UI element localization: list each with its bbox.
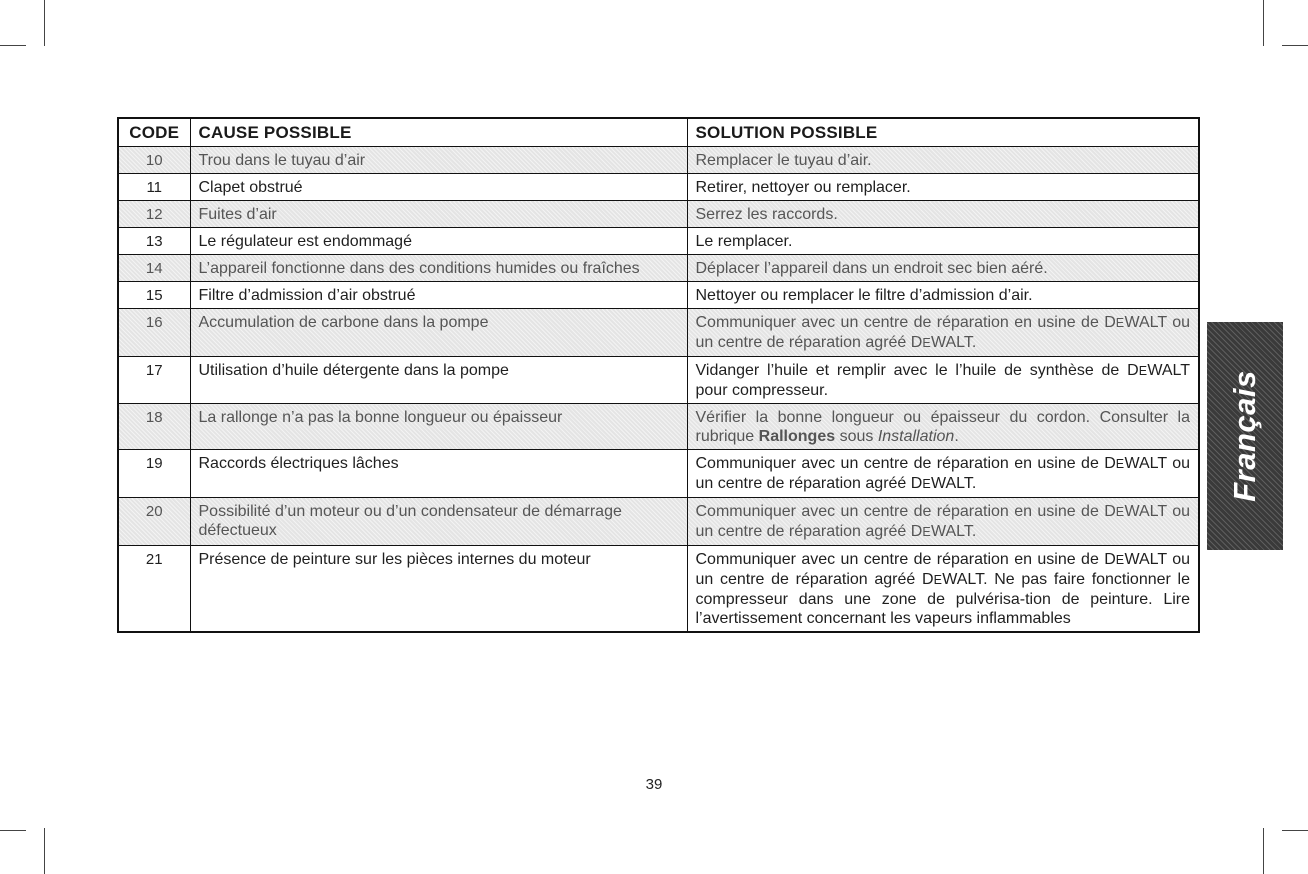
solution-text: Communiquer avec un centre de réparation en usine de D xyxy=(695,455,1116,472)
possible-cause: Accumulation de carbone dans la pompe xyxy=(190,309,687,357)
brand-small-caps: E xyxy=(933,573,943,587)
solution-text: WALT ou un centre de réparation agréé D xyxy=(695,503,1190,540)
brand-small-caps: E xyxy=(922,336,931,350)
solution-column-header: SOLUTION POSSIBLE xyxy=(687,118,1199,147)
solution-text: sous xyxy=(835,428,878,445)
error-code: 11 xyxy=(118,174,190,201)
solution-text: WALT ou un centre de réparation agréé D xyxy=(695,551,1190,588)
solution-text: Vidanger l’huile et remplir avec le l’huile de synthèse de D xyxy=(695,362,1139,379)
possible-cause: Présence de peinture sur les pièces internes du moteur xyxy=(190,546,687,633)
troubleshooting-table xyxy=(117,117,1200,633)
error-code: 16 xyxy=(118,309,190,357)
solution-italic-term: Installation xyxy=(877,428,955,445)
solution-text: . xyxy=(954,428,959,445)
possible-solution xyxy=(687,546,1199,633)
solution-text: WALT. xyxy=(930,334,977,351)
error-code: 21 xyxy=(118,546,190,633)
possible-cause: Fuites d’air xyxy=(190,201,687,228)
language-tab xyxy=(1207,322,1283,550)
solution-text: WALT ou un centre de réparation agréé D xyxy=(695,314,1190,351)
possible-cause: Possibilité d’un moteur ou d’un condensateur de démarrage défectueux xyxy=(190,498,687,546)
possible-solution: Nettoyer ou remplacer le filtre d’admission d’air. xyxy=(687,282,1199,309)
possible-solution: Remplacer le tuyau d’air. xyxy=(687,147,1199,174)
possible-solution xyxy=(687,404,1199,450)
error-code: 18 xyxy=(118,404,190,450)
possible-solution: Retirer, nettoyer ou remplacer. xyxy=(687,174,1199,201)
solution-text: WALT. xyxy=(930,523,977,540)
error-code: 15 xyxy=(118,282,190,309)
solution-text: WALT. Ne pas faire fonctionner le compresseur dans une zone de pulvérisa-tion de peinture. Lire l’avertissement concernant les vapeurs inflammables xyxy=(695,571,1191,627)
cause-column-header: CAUSE POSSIBLE xyxy=(190,118,687,147)
crop-mark xyxy=(1263,828,1264,874)
error-code: 10 xyxy=(118,147,190,174)
possible-cause: Utilisation d’huile détergente dans la pompe xyxy=(190,357,687,404)
error-code: 12 xyxy=(118,201,190,228)
possible-cause: Raccords électriques lâches xyxy=(190,450,687,498)
brand-small-caps: E xyxy=(1115,316,1125,330)
solution-text: Communiquer avec un centre de réparation en usine de D xyxy=(695,314,1116,331)
crop-mark xyxy=(1282,830,1308,831)
page-number: 39 xyxy=(645,776,663,793)
table-row xyxy=(118,201,1199,228)
possible-solution: Déplacer l’appareil dans un endroit sec bien aéré. xyxy=(687,255,1199,282)
possible-solution xyxy=(687,450,1199,498)
solution-text: WALT. xyxy=(930,475,977,492)
crop-mark xyxy=(0,45,26,46)
possible-solution: Serrez les raccords. xyxy=(687,201,1199,228)
crop-mark xyxy=(44,828,45,874)
code-column-header: CODE xyxy=(118,118,190,147)
crop-mark xyxy=(1263,0,1264,46)
table-row xyxy=(118,228,1199,255)
possible-cause: La rallonge n’a pas la bonne longueur ou épaisseur xyxy=(190,404,687,450)
brand-small-caps: E xyxy=(1115,553,1125,567)
table-row xyxy=(118,282,1199,309)
possible-cause: Clapet obstrué xyxy=(190,174,687,201)
table-row xyxy=(118,546,1199,633)
brand-small-caps: E xyxy=(1138,364,1148,378)
table-row xyxy=(118,309,1199,357)
possible-solution xyxy=(687,309,1199,357)
solution-text: Communiquer avec un centre de réparation en usine de D xyxy=(695,503,1116,520)
table-row xyxy=(118,404,1199,450)
brand-small-caps: E xyxy=(922,525,931,539)
brand-small-caps: E xyxy=(1115,457,1125,471)
error-code: 14 xyxy=(118,255,190,282)
brand-small-caps: E xyxy=(922,477,931,491)
error-code: 17 xyxy=(118,357,190,404)
solution-text: WALT ou un centre de réparation agréé D xyxy=(695,455,1190,492)
crop-mark xyxy=(1282,45,1308,46)
possible-solution: Le remplacer. xyxy=(687,228,1199,255)
error-code: 19 xyxy=(118,450,190,498)
crop-mark xyxy=(44,0,45,46)
brand-small-caps: E xyxy=(1115,505,1125,519)
table-row xyxy=(118,147,1199,174)
error-code: 13 xyxy=(118,228,190,255)
table-header-row xyxy=(118,118,1199,147)
possible-solution xyxy=(687,498,1199,546)
solution-text: Vérifier la bonne longueur ou épaisseur du cordon. Consulter la rubrique xyxy=(695,409,1190,445)
table-row xyxy=(118,255,1199,282)
solution-text: WALT pour compresseur. xyxy=(695,362,1190,399)
language-tab-label: Français xyxy=(1227,370,1262,502)
table-row xyxy=(118,357,1199,404)
error-code: 20 xyxy=(118,498,190,546)
possible-solution xyxy=(687,357,1199,404)
possible-cause: L’appareil fonctionne dans des conditions humides ou fraîches xyxy=(190,255,687,282)
solution-text: Communiquer avec un centre de réparation en usine de D xyxy=(695,551,1116,568)
crop-mark xyxy=(0,830,26,831)
table-row xyxy=(118,498,1199,546)
possible-cause: Filtre d’admission d’air obstrué xyxy=(190,282,687,309)
table-row xyxy=(118,174,1199,201)
possible-cause: Le régulateur est endommagé xyxy=(190,228,687,255)
possible-cause: Trou dans le tuyau d’air xyxy=(190,147,687,174)
solution-bold-term: Rallonges xyxy=(758,428,836,445)
table-row xyxy=(118,450,1199,498)
